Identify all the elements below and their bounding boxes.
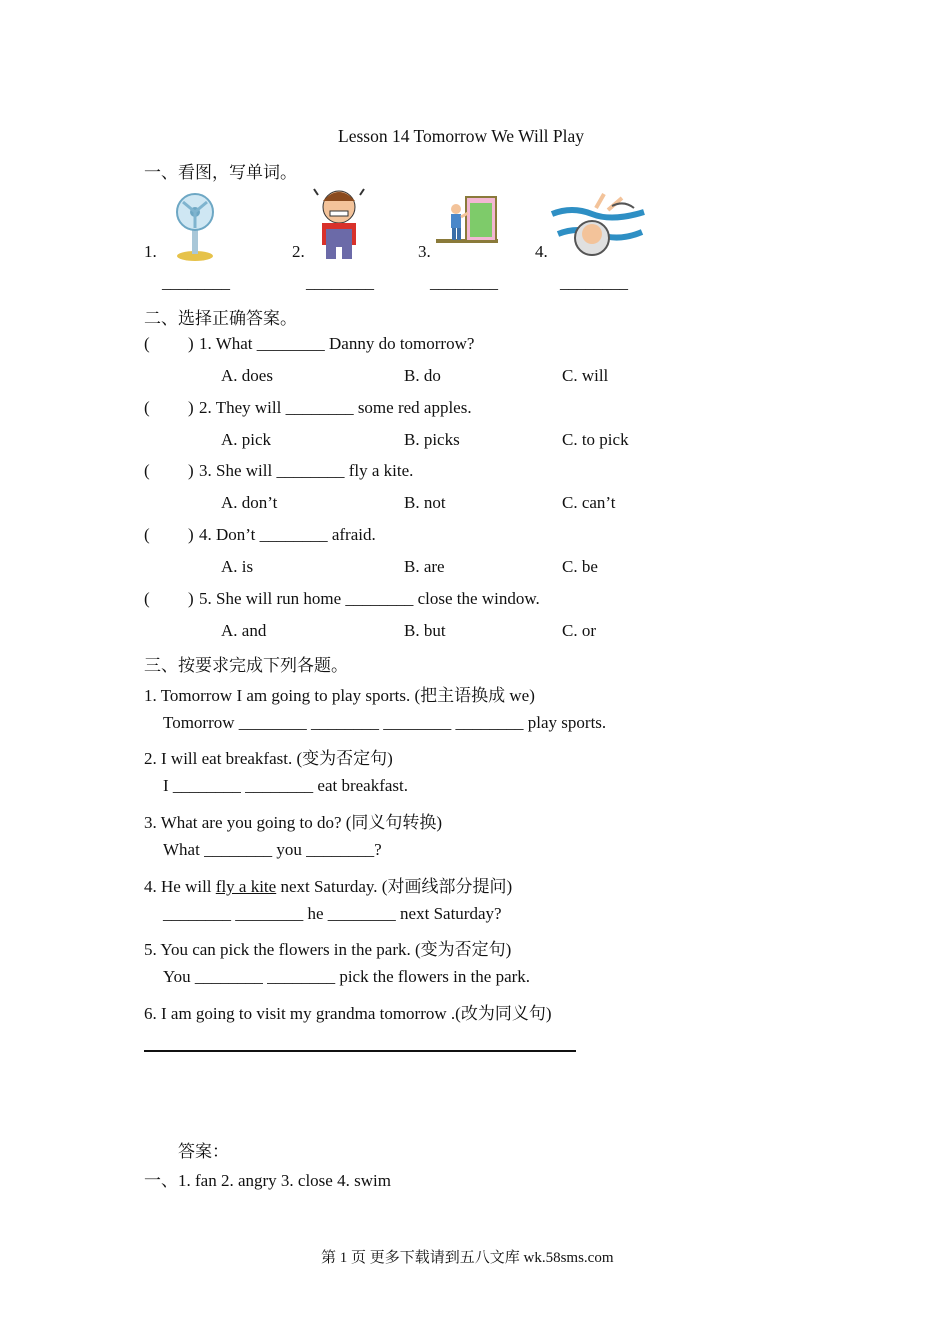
- q2-paren-close: ): [188, 398, 194, 417]
- q3-option-c: C. can’t: [562, 493, 616, 512]
- s3-q6: 6. I am going to visit my grandma tomorrow .(改为同义句): [144, 1004, 552, 1023]
- s3-q6-answer-line: [144, 1050, 576, 1052]
- q5-option-a: A. and: [221, 621, 267, 640]
- q5-option-b: B. but: [404, 621, 446, 640]
- item4-blank: ________: [560, 273, 628, 292]
- page-footer: 第 1 页 更多下载请到五八文库 wk.58sms.com: [321, 1250, 614, 1266]
- item1-blank: ________: [162, 273, 230, 292]
- s3-a5: You ________ ________ pick the flowers in the park.: [163, 967, 531, 986]
- s3-q4-pre: 4. He will: [144, 877, 216, 896]
- q4-option-a: A. is: [221, 557, 254, 576]
- q1-text: 1. What ________ Danny do tomorrow?: [199, 334, 475, 353]
- q3-option-b: B. not: [404, 493, 446, 512]
- q3-text: 3. She will ________ fly a kite.: [199, 461, 414, 480]
- close-door-icon: [436, 195, 498, 257]
- section1-heading: 一、看图，写单词。: [144, 163, 297, 182]
- s3-a2: I ________ ________ eat breakfast.: [163, 776, 409, 795]
- item1-number: 1.: [144, 242, 157, 261]
- fan-icon: [165, 190, 225, 262]
- answers-heading: 答案：: [178, 1142, 229, 1161]
- q5-option-c: C. or: [562, 621, 596, 640]
- page-title: Lesson 14 Tomorrow We Will Play: [338, 126, 585, 146]
- q2-option-b: B. picks: [404, 430, 460, 449]
- s3-q2: 2. I will eat breakfast. (变为否定句): [144, 749, 393, 768]
- item2-blank: ________: [306, 273, 374, 292]
- item2-number: 2.: [292, 242, 305, 261]
- s3-q4-post: next Saturday. (对画线部分提问): [276, 877, 513, 896]
- s3-q3: 3. What are you going to do? (同义句转换): [144, 813, 443, 832]
- q2-option-c: C. to pick: [562, 430, 629, 449]
- swimmer-icon: [552, 188, 644, 260]
- s3-q1: 1. Tomorrow I am going to play sports. (把主语换成 we): [144, 686, 535, 705]
- q4-paren-open: (: [144, 525, 150, 544]
- answers-line1: 一、1. fan 2. angry 3. close 4. swim: [144, 1171, 391, 1190]
- q1-option-c: C. will: [562, 366, 609, 385]
- q5-paren-open: (: [144, 589, 150, 608]
- s3-a4: ________ ________ he ________ next Saturday?: [163, 904, 502, 923]
- q1-paren-close: ): [188, 334, 194, 353]
- q3-paren-close: ): [188, 461, 194, 480]
- s3-a1: Tomorrow ________ ________ ________ ________ play sports.: [163, 713, 607, 732]
- item4-number: 4.: [535, 242, 548, 261]
- section3-heading: 三、按要求完成下列各题。: [144, 656, 348, 675]
- q2-option-a: A. pick: [221, 430, 272, 449]
- s3-q4-underlined: fly a kite: [215, 877, 277, 896]
- q5-text: 5. She will run home ________ close the window.: [199, 589, 540, 608]
- q3-option-a: A. don’t: [221, 493, 278, 512]
- item3-blank: ________: [430, 273, 498, 292]
- s3-q5: 5. You can pick the flowers in the park. (变为否定句): [144, 940, 512, 959]
- q3-paren-open: (: [144, 461, 150, 480]
- q4-option-b: B. are: [404, 557, 445, 576]
- s3-q4: [144, 872, 512, 897]
- q4-paren-close: ): [188, 525, 194, 544]
- q4-text: 4. Don’t ________ afraid.: [199, 525, 376, 544]
- item3-number: 3.: [418, 242, 431, 261]
- q4-option-c: C. be: [562, 557, 598, 576]
- q2-text: 2. They will ________ some red apples.: [199, 398, 472, 417]
- q1-option-a: A. does: [221, 366, 273, 385]
- angry-boy-icon: [308, 185, 370, 261]
- q2-paren-open: (: [144, 398, 150, 417]
- q1-option-b: B. do: [404, 366, 441, 385]
- section2-heading: 二、选择正确答案。: [144, 309, 297, 328]
- s3-a3: What ________ you ________?: [163, 840, 382, 859]
- q5-paren-close: ): [188, 589, 194, 608]
- q1-paren-open: (: [144, 334, 150, 353]
